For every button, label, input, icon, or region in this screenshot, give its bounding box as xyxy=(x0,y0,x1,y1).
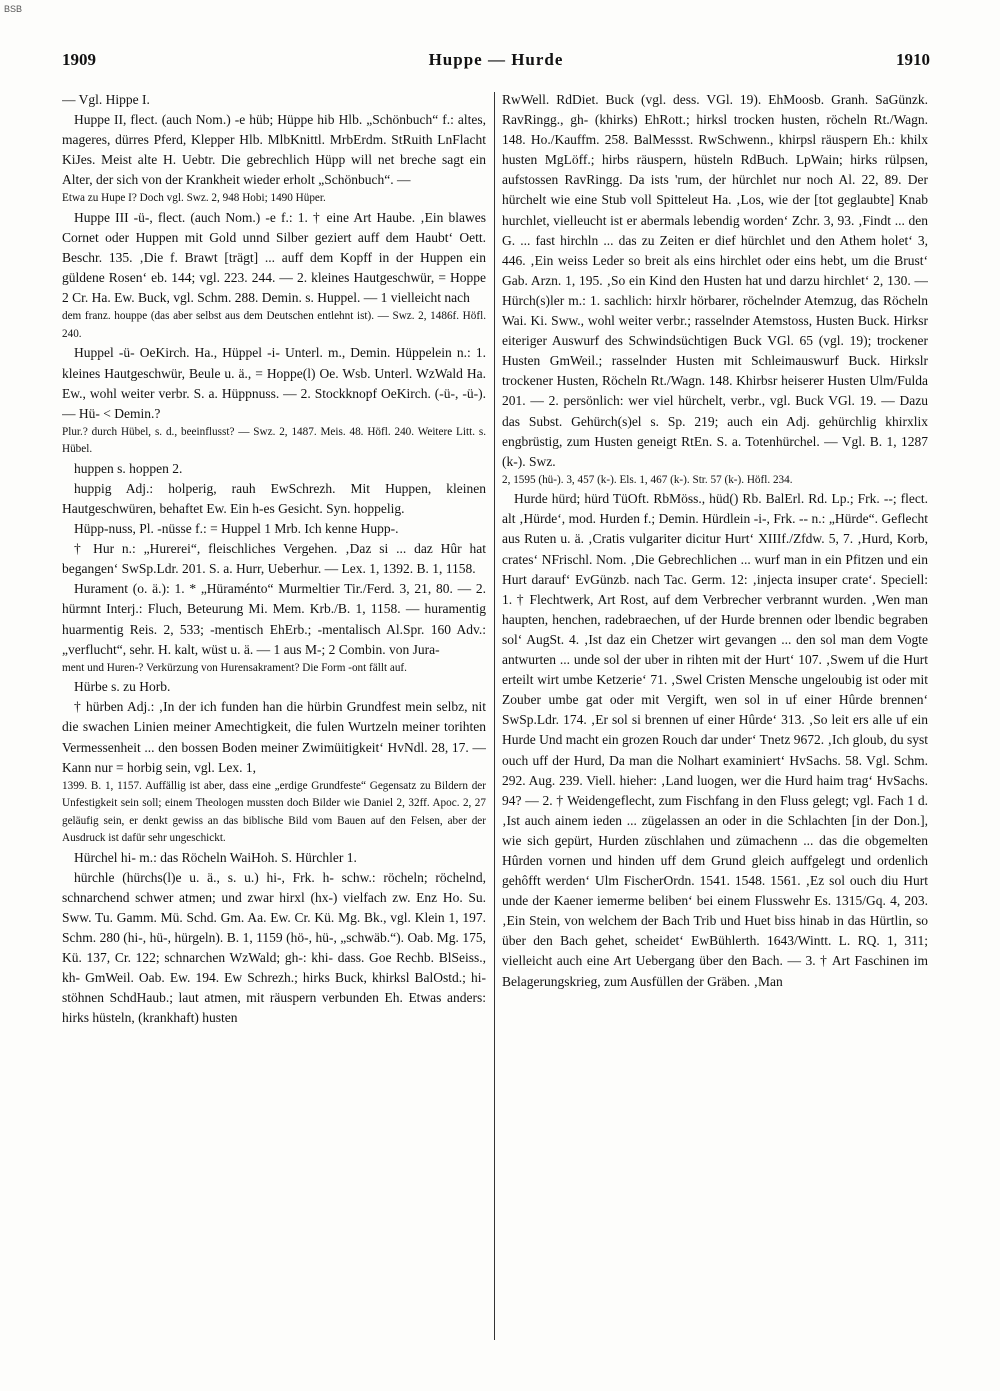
entry-paragraph: hürchle (hürchs(l)e u. ä., s. u.) hi-, Frk. h- schw.: röcheln; röchelnd, schnarchend schwer atmen; und zwar hirxl (hx-) vielfach zw. Enz Ho. Su. Sww. Tu. Gamm. Mü. Schd. Gm. Aa. Ew. Cr. Kü. Mg. Bk., vgl. Klein 1, 197. Schm. 280 (hi-, hü-, hürgeln). B. 1, 1159 (hö-, hü-, „schwäb.“). Oab. Mg. 175, Kü. 137, Cr. 122; schnarchen WzWald; gh-: khi- dass. Goe Rechb. BlSeiss., kh- GmWeil. Oab. Ew. 194. Ew Schrezh.; hirks Buck, khirksl BalOstd.; hi- stöhnen SchdHaub.; laut atmen, mit räuspern verbunden Eh. Etwas anders: hirks hüsteln, (krankhaft) husten xyxy=(62,869,486,1026)
entry-paragraph: Huppe II, flect. (auch Nom.) -e hüb; Hüppe hib Hlb. „Schönbuch“ f.: altes, mageres, dürres Pferd, Klepper Hlb. MlbKnittl. MrbErdm. StRuith LnFlacht KiJes. Meist alte H. Uebtr. Die gebrechlich Hüpp will net breche sagt ein Alter, der sich von der Krankheit wieder erholt „Schönbuch“. — xyxy=(62,112,486,188)
entry-paragraph: Hürbe s. zu Horb. xyxy=(74,679,171,695)
library-mark: BSB xyxy=(4,4,23,14)
entry-paragraph: Hüpp-nuss, Pl. -nüsse f.: = Huppel 1 Mrb. Ich kenne Hupp-. xyxy=(74,521,399,537)
column-divider xyxy=(494,92,495,1340)
entry-paragraph: Huppel -ü- OeKirch. Ha., Hüppel -i- Unterl. m., Demin. Hüppelein n.: 1. kleines Hautgeschwür, Beule u. ä., = Hoppe(l) Oe. Wsb. Unterl. WzWald Ha. Ew., wohl weiter verbr. S. a. Hüppnuss. — 2. Stockknopf OeKirch. (-ü-, -ü-). — Hü- < Demin.? xyxy=(62,345,486,421)
etymology-note: dem franz. houppe (das aber selbst aus dem Deutschen entlehnt ist). — Swz. 2, 1486f. Höfl. 240. xyxy=(62,310,486,340)
etymology-note: Etwa zu Hupe I? Doch vgl. Swz. 2, 948 Hobi; 1490 Hüper. xyxy=(62,192,326,205)
page-header xyxy=(62,44,930,78)
entry-paragraph: Hurament (o. ä.): 1. * „Hüraménto“ Murmeltier Tir./Ferd. 3, 21, 80. — 2. hürmnt Interj.: Fluch, Beteurung Mi. Mem. Krb./B. 1, 1158. — huramentig huarmentig Reis. 2, 533; -mentisch EhErb.; -mentalisch Al.Spr. 160 Adv.: „verflucht“, sehr. H. kalt, wüst u. ä. — 1 aus M-; 2 Combin. von Jura- xyxy=(62,581,486,657)
left-column xyxy=(62,90,486,1345)
entry-paragraph: † Hur n.: „Hurerei“, fleischliches Vergehen. ‚Daz si ... daz Hûr hat begangen‘ SwSp.Ldr. 201. S. a. Hurr, Ueberhur. — Lex. 1, 1392. B. 1, 1158. xyxy=(62,541,486,577)
etymology-note: 2, 1595 (hü-). 3, 457 (k-). Els. 1, 467 (k-). Str. 57 (k-). Höfl. 234. xyxy=(502,473,793,486)
running-title: Huppe — Hurde xyxy=(428,50,564,69)
entry-paragraph: huppen s. hoppen 2. xyxy=(74,460,183,476)
entry-paragraph: Hürchel hi- m.: das Röcheln WaiHoh. S. Hürchler 1. xyxy=(74,849,357,865)
etymology-note: 1399. B. 1, 1157. Auffällig ist aber, dass eine „erdige Grundfeste“ Gegensatz zu Bildern der Unfestigkeit sein soll; einem Theologen mussten doch Bilder wie Daniel 2, 32ff. Apoc. 2, 27 geläufig sein, er denkt gewiss an das biblische Bild vom Bauen auf den Felsen, aber der Ausdruck ist dafür sehr ungeschickt. xyxy=(62,779,486,845)
etymology-note: ment und Huren-? Verkürzung von Hurensakrament? Die Form -ont fällt auf. xyxy=(62,661,407,674)
page-number-right: 1910 xyxy=(896,50,930,69)
etymology-note: Plur.? durch Hübel, s. d., beeinflusst? — Swz. 2, 1487. Meis. 48. Höfl. 240. Weitere Litt. s. Hübel. xyxy=(62,425,486,456)
entry-paragraph: † hürben Adj.: ‚In der ich funden han die hürbin Grundfest mein selbz, nit die swachen Linien meiner Amechtigkeit, die fulen Wurtzeln meiner torihten Vermessenheit ... den bossen Boden meiner Zwimüitigkeit‘ HvNdl. 28, 17. — Kann nur = horbig sein, vgl. Lex. 1, xyxy=(62,699,486,775)
page-number-left: 1909 xyxy=(62,50,96,69)
entry-paragraph: huppig Adj.: holperig, rauh EwSchrezh. Mit Huppen, kleinen Hautgeschwüren, behaftet Ew. Ein h-es Gesicht. Syn. hoppelig. xyxy=(62,480,486,516)
entry-paragraph: Huppe III -ü-, flect. (auch Nom.) -e f.: 1. † eine Art Haube. ‚Ein blawes Cornet oder Huppen mit Gold unnd Silber geziert auff dem Haubt‘ Oett. Beschr. 135. ‚Die f. Brawt [trägt] ... auff dem Kopff in der Huppen ein güldene Rosen‘ eb. 144; vgl. 223. 244. — 2. kleines Hautgeschwür, = Hoppe 2 Cr. Ha. Ew. Buck, vgl. Schm. 288. Demin. s. Huppel. — 1 vielleicht nach xyxy=(62,209,486,306)
entry-paragraph: RwWell. RdDiet. Buck (vgl. dess. VGl. 19). EhMoosb. Granh. SaGünzk. RavRingg., gh- (khirks) EhRott.; hirksl trocken husten, röcheln Rt./Wagn. 148. Ho./Kauffm. 258. BalMessst. RwSchwenn., khirpsl räuspern Eh.: khilx husten MgLöff.; hirbs räuspern, hüsteln RdBuch. LpWain; hirks rülpsen, aufstossen RavRingg. Da ists 'rum, der hürchlet nur noch Al. 22, 89. Der hürchelt wie eine Stub voll Spitteleut Ha. ‚Los, wie der [tot geglaubte] Knab hurchlet, vielleucht ist er abermals lebendig worden‘ Zchr. 3, 93. ‚Findt ... den G. ... fast hirchln ... das zu Zeiten er dief hürchlet und den Athem holet‘ 3, 446. ‚Ein weiss Leder so breit als eins hirchlet oder eins hebt, um die Brust‘ Gab. Arzn. 1, 195. ‚So ein Kind den Husten hat und darzu hirchlet‘ 2, 130. — Hürch(s)ler m.: 1. sachlich: hirxlr hörbarer, röchelnder Atemzug, das Röcheln Wai. Ki. Sww., wohl weiter verbr.; rasselnder Atemstoss, Husten Buck. Hirksr eiteriger Auswurf des Schwindsüchtigen Buck VGl. 65 (vgl. 19); trockener Husten GmWeil.; rasselnder Husten mit Schleimauswurf Buck. Hirkslr trockener Husten, Röcheln Rt./Wagn. 148. Khirbsr heiserer Husten Ulm/Fulda 201. — 2. persönlich: wer viel hürchelt, verbr., vgl. Buck VGl. 19. — Dazu das Subst. Gehürch(s)el s. Sp. 219; auch ein Adj. gehürchlig khirxlix engbrüstig, zum Husten geneigt RtEn. S. a. Totenhürchel. — Vgl. B. 1, 1287 (k-). Swz. xyxy=(502,92,928,469)
entry-paragraph: Hurde hürd; hürd TüOft. RbMöss., hüd() Rb. BalErl. Rd. Lp.; Frk. --; flect. alt ‚Hürde‘, mod. Hurden f.; Demin. Hürdlein -i-, Frk. -- n.: „Hürde“. Geflecht aus Ruten u. ä. ‚Cratis vulgariter dicitur Hurt‘ XIIIf./Zfdw. 5, 7. ‚Hurd, Korb, crates‘ NFrischl. Nom. ‚Die Gebrechlichen ... wurf man in ein Pfitzen und ein Hurt darauf‘ EvGünzb. nach Tac. Germ. 12: ‚injecta insuper crate‘. Speciell: 1. † Flechtwerk, Art Rost, auf dem Verbrecher verbrannt wurden. ‚Wen man haupten, henchen, radebraechen, uf der Hurde brennen oder lbendic begraben sol‘ AugSt. 4. ‚Ist daz ein Chetzer wirt gevangen ... den sol man dem Vogte antwurten ... unde sol der uber in rihten mit der Hurt‘ 107. ‚Swem uf die Hurt erteilt wirt umbe Ketzerie‘ 71. ‚Swel Cristen Mensche ungeloubig ist oder mit Zouber umbe gat oder mit Vergift, wen sol in uf einer Hûrde brennen‘ SwSp.Ldr. 174. ‚Er sol si brennen uf einer Hûrde‘ 313. ‚So leit ers alle uf ein Hurde Und macht ein grozen Rouch dar under‘ Tnetz 9672. ‚Ich gloub, du syst ouch uff der Hurd, Da man die Nolhart examiniert‘ HvSachs. 58. Vgl. Schm. 292. Aug. 239. Viell. hieher: ‚Land luogen, wer die Hurd haim trag‘ HvSachs. 94? — 2. † Weidengeflecht, zum Fischfang in den Fluss gelegt; vgl. Fach 1 d. ‚Ist auch ainem ieden ... zügelassen an oder in die Schlachten [in der Don.], wie sich gepürt, Hurden züschlahen und zümachenn ... das die obgemelten Hûrden vornen und hinden uff dem Grund gleich auffgelegt und ordenlich gehôfft werden‘ Ulm FischerOrdn. 1541. 1548. 1561. ‚Ez sol ouch diu Hurt unde der Kaener iemerme beliben‘ bei einem Flusswehr Es. 1315/Gq. 4, 203. ‚Ein Stein, von welchem der Bach Trib und Huet biss hinab in das Hürtlin, so über den Bach gehet, scheidet‘ EwBühlerth. 1643/Wintt. L. RQ. 1, 311; vielleicht auch eine Art Uebergang über den Bach. — 3. † Art Faschinen im Belagerungskrieg, zum Ausfüllen der Gräben. ‚Man xyxy=(502,491,928,989)
entry-paragraph: — Vgl. Hippe I. xyxy=(62,92,150,107)
right-column xyxy=(502,90,928,1345)
